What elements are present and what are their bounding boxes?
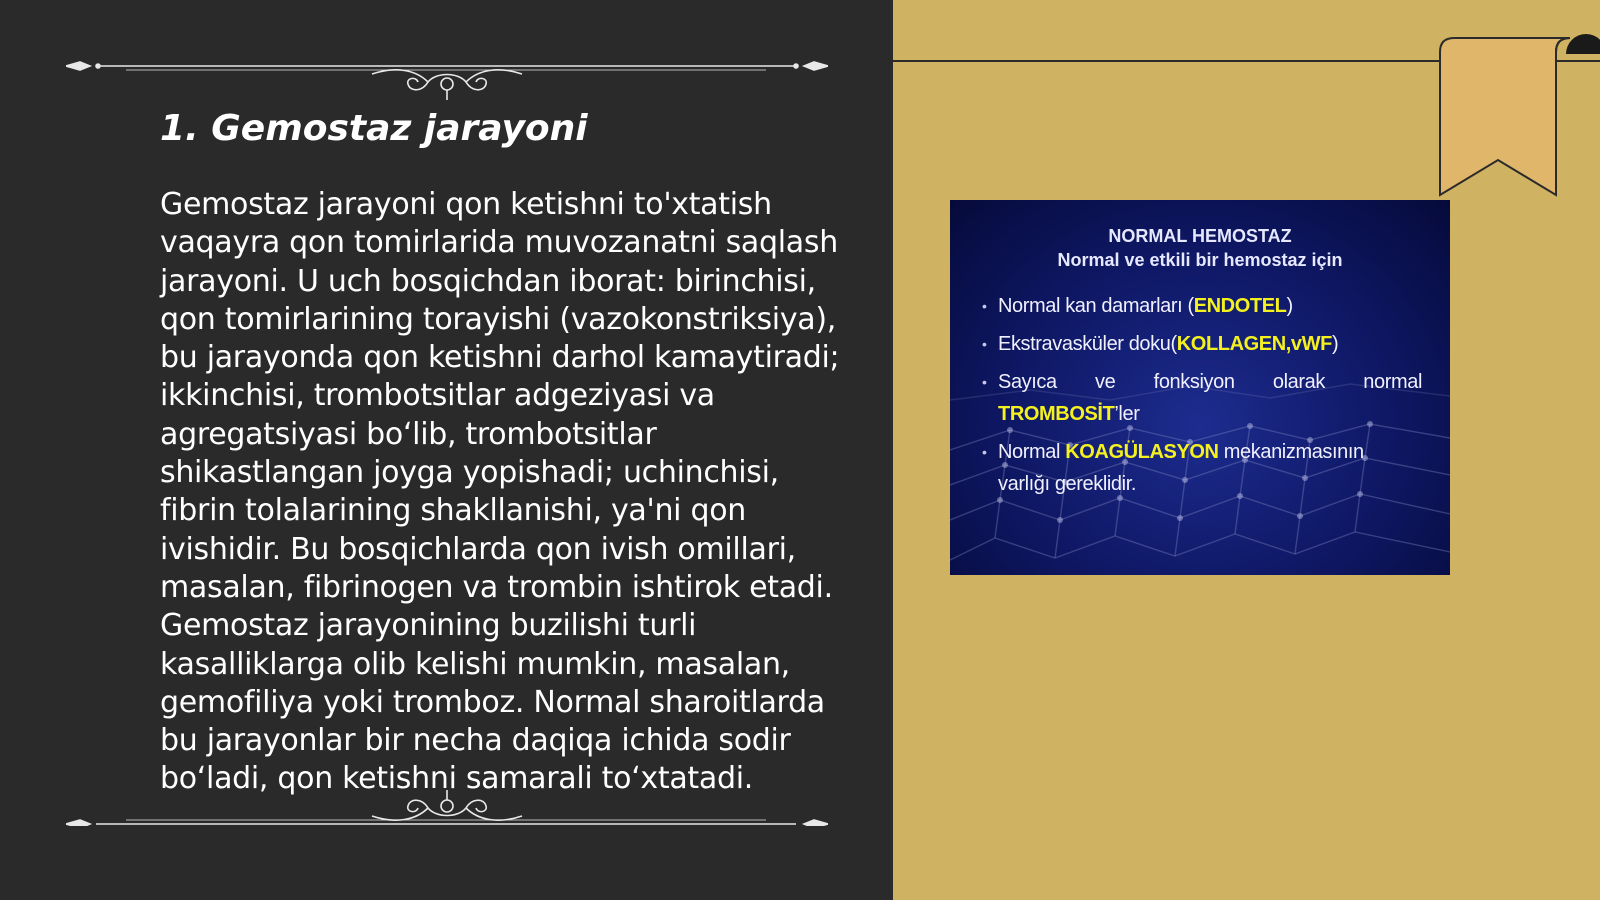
list-item: • Ekstravasküler doku(KOLLAGEN,vWF)	[982, 328, 1422, 360]
card-heading-line1: NORMAL HEMOSTAZ	[1108, 226, 1292, 246]
ornament-divider-icon	[66, 52, 828, 102]
list-item: • Normal KOAGÜLASYON mekanizmasının varlığı gereklidir.	[982, 436, 1422, 500]
bullet-icon: •	[982, 298, 987, 314]
ornament-divider-icon	[66, 776, 828, 826]
list-item: • Sayıca ve fonksiyon olarak normal TROMBOSİT’ler	[982, 366, 1422, 430]
list-item: • Normal kan damarları (ENDOTEL)	[982, 290, 1422, 322]
card-heading	[950, 224, 1450, 272]
card-heading-line2: Normal ve etkili bir hemostaz için	[1057, 250, 1343, 270]
bullet-icon: •	[982, 336, 987, 352]
bookmark-ribbon-icon	[1430, 30, 1600, 205]
hemostaz-image	[950, 200, 1450, 575]
body-paragraph: Gemostaz jarayoni qon ketishni to'xtatish vaqayra qon tomirlarida muvozanatni saqlash jarayoni. U uch bosqichdan iborat: birinchisi, qon tomirlarining torayishi (vazokonstriksiya), bu jarayonda qon ketishni darhol kamaytiradi; ikkinchisi, trombotsitlar adgeziyasi va agregatsiyasi bo‘lib, trombotsitlar shikastlangan joyga yopishadi; uchinchisi, fibrin tolalarining shakllanishi, ya'ni qon ivishidir. Bu bosqichlarda qon ivish omillari, masalan, fibrinogen va trombin ishtirok etadi. Gemostaz jarayonining buzilishi turli kasalliklarga olib kelishi mumkin, masalan, gemofiliya yoki tromboz. Normal sharoitlarda bu jarayonlar bir necha daqiqa ichida sodir bo‘ladi, qon ketishni samarali to‘xtatadi.	[160, 187, 840, 797]
justified-line: Sayıca ve fonksiyon olarak normal	[998, 371, 1422, 393]
slide-title: 1. Gemostaz jarayoni	[160, 108, 588, 149]
bullet-icon: •	[982, 444, 987, 460]
bullet-icon: •	[982, 374, 987, 390]
card-bullet-list	[982, 290, 1422, 506]
